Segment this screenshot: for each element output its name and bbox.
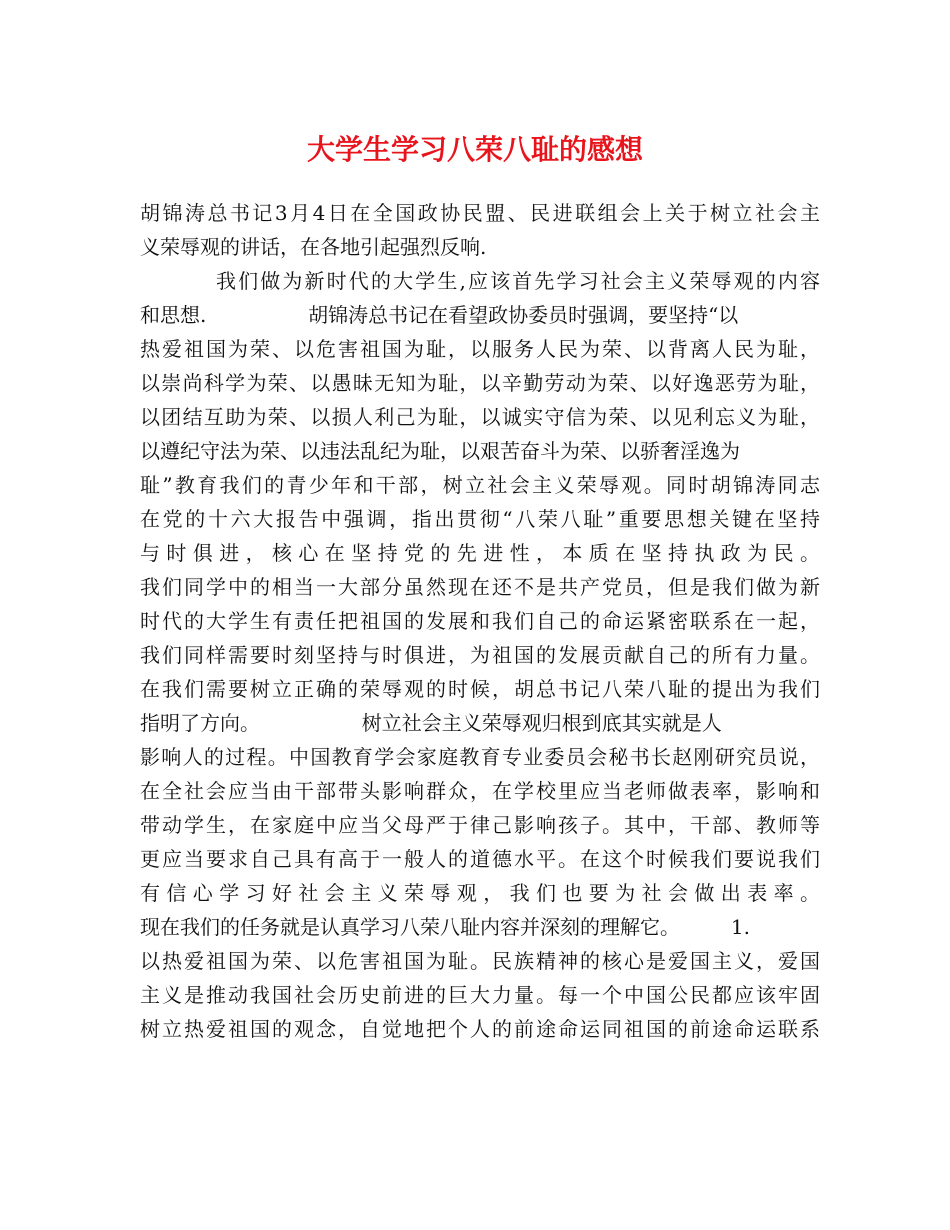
body-line: 指明了方向。 树立社会主义荣辱观归根到底其实就是人 <box>140 711 722 735</box>
body-line: 现在我们的任务就是认真学习八荣八耻内容并深刻的理解它。 1. <box>140 915 750 939</box>
body-line: 在党的十六大报告中强调，指出贯彻“八荣八耻”重要思想关键在坚持 <box>140 507 820 531</box>
body-line: 和思想. 胡锦涛总书记在看望政协委员时强调，要坚持“以 <box>140 303 739 327</box>
body-line: 在我们需要树立正确的荣辱观的时候，胡总书记八荣八耻的提出为我们 <box>140 677 820 701</box>
body-line: 在全社会应当由干部带头影响群众，在学校里应当老师做表率，影响和 <box>140 779 820 803</box>
body-line: 以遵纪守法为荣、以违法乱纪为耻，以艰苦奋斗为荣、以骄奢淫逸为 <box>140 439 740 463</box>
document-title: 大学生学习八荣八耻的感想 <box>306 133 643 166</box>
body-line: 带动学生，在家庭中应当父母严于律己影响孩子。其中，干部、教师等 <box>140 813 820 837</box>
body-line: 以热爱祖国为荣、以危害祖国为耻。民族精神的核心是爱国主义，爱国 <box>140 949 820 973</box>
document-body <box>140 196 820 1046</box>
body-line: 热爱祖国为荣、以危害祖国为耻，以服务人民为荣、以背离人民为耻， <box>140 337 820 361</box>
body-line: 耻”教育我们的青少年和干部，树立社会主义荣辱观。同时胡锦涛同志 <box>140 473 820 497</box>
body-line: 我们同学中的相当一大部分虽然现在还不是共产党员，但是我们做为新 <box>140 575 820 599</box>
body-line: 我们同样需要时刻坚持与时俱进，为祖国的发展贡献自己的所有力量。 <box>140 643 820 667</box>
body-line: 我们做为新时代的大学生,应该首先学习社会主义荣辱观的内容 <box>216 269 820 293</box>
body-line: 树立热爱祖国的观念，自觉地把个人的前途命运同祖国的前途命运联系 <box>140 1017 820 1041</box>
body-line: 以崇尚科学为荣、以愚昧无知为耻，以辛勤劳动为荣、以好逸恶劳为耻， <box>140 371 820 395</box>
body-line: 更应当要求自己具有高于一般人的道德水平。在这个时候我们要说我们 <box>140 847 820 871</box>
body-line: 以团结互助为荣、以损人利己为耻，以诚实守信为荣、以见利忘义为耻， <box>140 405 820 429</box>
body-line: 胡锦涛总书记3月4日在全国政协民盟、民进联组会上关于树立社会主 <box>140 201 820 225</box>
body-line: 主义是推动我国社会历史前进的巨大力量。每一个中国公民都应该牢固 <box>140 983 820 1007</box>
body-line: 与时俱进，核心在坚持党的先进性，本质在坚持执政为民。 <box>140 541 820 565</box>
body-line: 时代的大学生有责任把祖国的发展和我们自己的命运紧密联系在一起， <box>140 609 820 633</box>
body-line: 义荣辱观的讲话，在各地引起强烈反响. <box>140 235 487 259</box>
body-line: 有信心学习好社会主义荣辱观，我们也要为社会做出表率。 <box>140 881 820 905</box>
body-line: 影响人的过程。中国教育学会家庭教育专业委员会秘书长赵刚研究员说， <box>140 745 820 769</box>
